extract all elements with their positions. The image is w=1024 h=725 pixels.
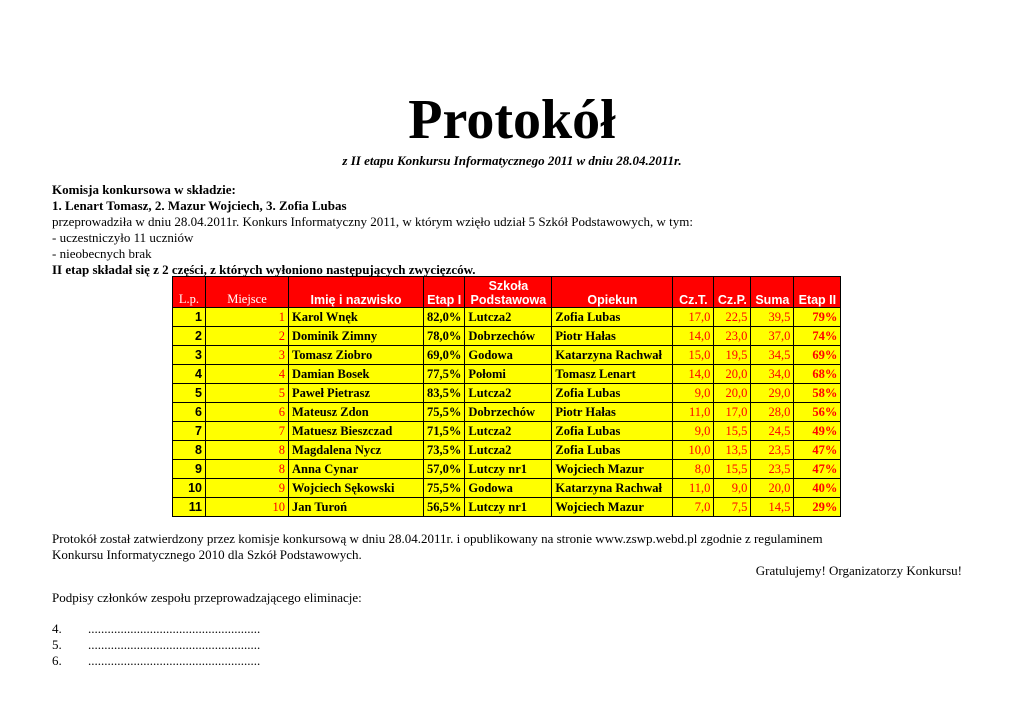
header-lp: L.p. [173,277,206,308]
cell-lp: 8 [173,441,206,460]
cell-school: Dobrzechów [465,403,552,422]
cell-tutor: Wojciech Mazur [552,498,673,517]
cell-tutor: Piotr Hałas [552,403,673,422]
cell-czp: 22,5 [714,308,751,327]
document-subtitle: z II etapu Konkursu Informatycznego 2011 w dniu 28.04.2011r. [342,153,682,168]
cell-etap2: 47% [794,460,841,479]
cell-czt: 14,0 [673,365,714,384]
cell-school: Lutczy nr1 [465,460,552,479]
cell-tutor: Tomasz Lenart [552,365,673,384]
cell-tutor: Zofia Lubas [552,308,673,327]
cell-sum: 23,5 [751,460,794,479]
cell-czt: 14,0 [673,327,714,346]
cell-name: Karol Wnęk [289,308,424,327]
cell-etap1: 73,5% [424,441,465,460]
table-row [173,346,841,365]
cell-school: Godowa [465,479,552,498]
cell-sum: 34,5 [751,346,794,365]
header-tutor: Opiekun [552,277,673,308]
cell-etap2: 56% [794,403,841,422]
cell-lp: 5 [173,384,206,403]
cell-lp: 9 [173,460,206,479]
cell-sum: 29,0 [751,384,794,403]
cell-sum: 24,5 [751,422,794,441]
cell-tutor: Zofia Lubas [552,384,673,403]
footer-section [52,531,962,579]
cell-etap1: 69,0% [424,346,465,365]
cell-lp: 2 [173,327,206,346]
cell-place: 3 [206,346,289,365]
cell-czp: 15,5 [714,460,751,479]
cell-sum: 34,0 [751,365,794,384]
cell-etap2: 74% [794,327,841,346]
cell-czt: 11,0 [673,403,714,422]
header-czt: Cz.T. [673,277,714,308]
cell-etap1: 75,5% [424,479,465,498]
signature-dots: ..................................................... [88,637,261,652]
table-row [173,308,841,327]
cell-czt: 10,0 [673,441,714,460]
signatures-heading: Podpisy członków zespołu przeprowadzającego eliminacje: [52,590,362,605]
cell-school: Godowa [465,346,552,365]
cell-etap1: 83,5% [424,384,465,403]
cell-etap1: 78,0% [424,327,465,346]
cell-czt: 15,0 [673,346,714,365]
cell-school: Lutcza2 [465,384,552,403]
cell-sum: 28,0 [751,403,794,422]
table-row [173,498,841,517]
cell-sum: 39,5 [751,308,794,327]
table-row [173,441,841,460]
table-row [173,460,841,479]
cell-name: Matuesz Bieszczad [289,422,424,441]
cell-etap2: 58% [794,384,841,403]
cell-czp: 9,0 [714,479,751,498]
cell-czt: 17,0 [673,308,714,327]
signature-line [52,653,260,669]
cell-name: Paweł Pietrasz [289,384,424,403]
commission-heading: Komisja konkursowa w składzie: [52,182,236,197]
header-school-top: Szkoła [488,279,529,293]
congrats-text: Gratulujemy! Organizatorzy Konkursu! [755,563,962,578]
header-czp: Cz.P. [714,277,751,308]
cell-place: 8 [206,460,289,479]
intro-line-2: - uczestniczyło 11 uczniów [52,230,194,245]
header-school-bottom: Podstawowa [470,293,547,307]
signature-dots: ..................................................... [88,653,261,668]
cell-etap2: 68% [794,365,841,384]
signature-number: 6. [52,653,62,668]
cell-czt: 11,0 [673,479,714,498]
cell-place: 7 [206,422,289,441]
cell-etap1: 75,5% [424,403,465,422]
cell-czp: 19,5 [714,346,751,365]
cell-lp: 11 [173,498,206,517]
cell-tutor: Katarzyna Rachwał [552,346,673,365]
table-row [173,384,841,403]
cell-place: 9 [206,479,289,498]
cell-sum: 20,0 [751,479,794,498]
cell-tutor: Zofia Lubas [552,441,673,460]
cell-etap1: 57,0% [424,460,465,479]
cell-etap2: 69% [794,346,841,365]
cell-place: 6 [206,403,289,422]
cell-czp: 17,0 [714,403,751,422]
approval-line-1: Protokół został zatwierdzony przez komisje konkursową w dniu 28.04.2011r. i opublikowany na stronie www.zswp.webd.pl zgodnie z regulaminem [52,531,823,546]
intro-line-4: II etap składał się z 2 części, z których wyłoniono następujących zwycięzców. [52,262,476,277]
cell-etap2: 49% [794,422,841,441]
cell-place: 4 [206,365,289,384]
table-header-row [173,277,841,308]
cell-etap1: 82,0% [424,308,465,327]
approval-line-2: Konkursu Informatycznego 2010 dla Szkół Podstawowych. [52,547,362,562]
signature-number: 5. [52,637,62,652]
cell-place: 5 [206,384,289,403]
cell-name: Dominik Zimny [289,327,424,346]
cell-czt: 7,0 [673,498,714,517]
table-row [173,365,841,384]
header-etap1: Etap I [424,277,465,308]
cell-etap2: 40% [794,479,841,498]
cell-etap2: 47% [794,441,841,460]
cell-name: Mateusz Zdon [289,403,424,422]
cell-school: Lutcza2 [465,422,552,441]
cell-place: 10 [206,498,289,517]
cell-school: Lutcza2 [465,308,552,327]
cell-czt: 9,0 [673,384,714,403]
cell-czp: 20,0 [714,384,751,403]
cell-place: 8 [206,441,289,460]
intro-section [52,182,693,278]
cell-czp: 7,5 [714,498,751,517]
cell-name: Tomasz Ziobro [289,346,424,365]
cell-tutor: Piotr Hałas [552,327,673,346]
signature-line [52,637,260,653]
table-row [173,479,841,498]
cell-name: Magdalena Nycz [289,441,424,460]
cell-czt: 9,0 [673,422,714,441]
cell-school: Lutcza2 [465,441,552,460]
cell-sum: 14,5 [751,498,794,517]
cell-name: Anna Cynar [289,460,424,479]
signature-list [52,621,260,669]
cell-lp: 4 [173,365,206,384]
document-title: Protokół [408,89,616,151]
cell-sum: 23,5 [751,441,794,460]
cell-czt: 8,0 [673,460,714,479]
cell-name: Wojciech Sękowski [289,479,424,498]
cell-sum: 37,0 [751,327,794,346]
header-name: Imię i nazwisko [289,277,424,308]
cell-name: Damian Bosek [289,365,424,384]
cell-czp: 13,5 [714,441,751,460]
table-row [173,422,841,441]
intro-line-3: - nieobecnych brak [52,246,152,261]
header-place: Miejsce [206,277,289,308]
cell-czp: 15,5 [714,422,751,441]
cell-lp: 3 [173,346,206,365]
cell-lp: 10 [173,479,206,498]
cell-etap1: 71,5% [424,422,465,441]
cell-etap1: 77,5% [424,365,465,384]
cell-etap2: 79% [794,308,841,327]
cell-school: Połomi [465,365,552,384]
cell-school: Lutczy nr1 [465,498,552,517]
cell-lp: 7 [173,422,206,441]
cell-tutor: Katarzyna Rachwał [552,479,673,498]
signature-line [52,621,260,637]
table-row [173,327,841,346]
cell-school: Dobrzechów [465,327,552,346]
cell-lp: 6 [173,403,206,422]
header-etap2: Etap II [794,277,841,308]
cell-czp: 23,0 [714,327,751,346]
table-row [173,403,841,422]
cell-tutor: Zofia Lubas [552,422,673,441]
cell-tutor: Wojciech Mazur [552,460,673,479]
cell-etap1: 56,5% [424,498,465,517]
cell-place: 2 [206,327,289,346]
results-table [172,276,841,517]
cell-czp: 20,0 [714,365,751,384]
cell-lp: 1 [173,308,206,327]
intro-line-1: przeprowadziła w dniu 28.04.2011r. Konkurs Informatyczny 2011, w którym wzięło udział 5 Szkół Podstawowych, w tym: [52,214,693,229]
header-sum: Suma [751,277,794,308]
commission-members: 1. Lenart Tomasz, 2. Mazur Wojciech, 3. Zofia Lubas [52,198,347,213]
cell-name: Jan Turoń [289,498,424,517]
cell-place: 1 [206,308,289,327]
signature-number: 4. [52,621,62,636]
cell-etap2: 29% [794,498,841,517]
signature-dots: ..................................................... [88,621,261,636]
header-school [465,277,552,308]
